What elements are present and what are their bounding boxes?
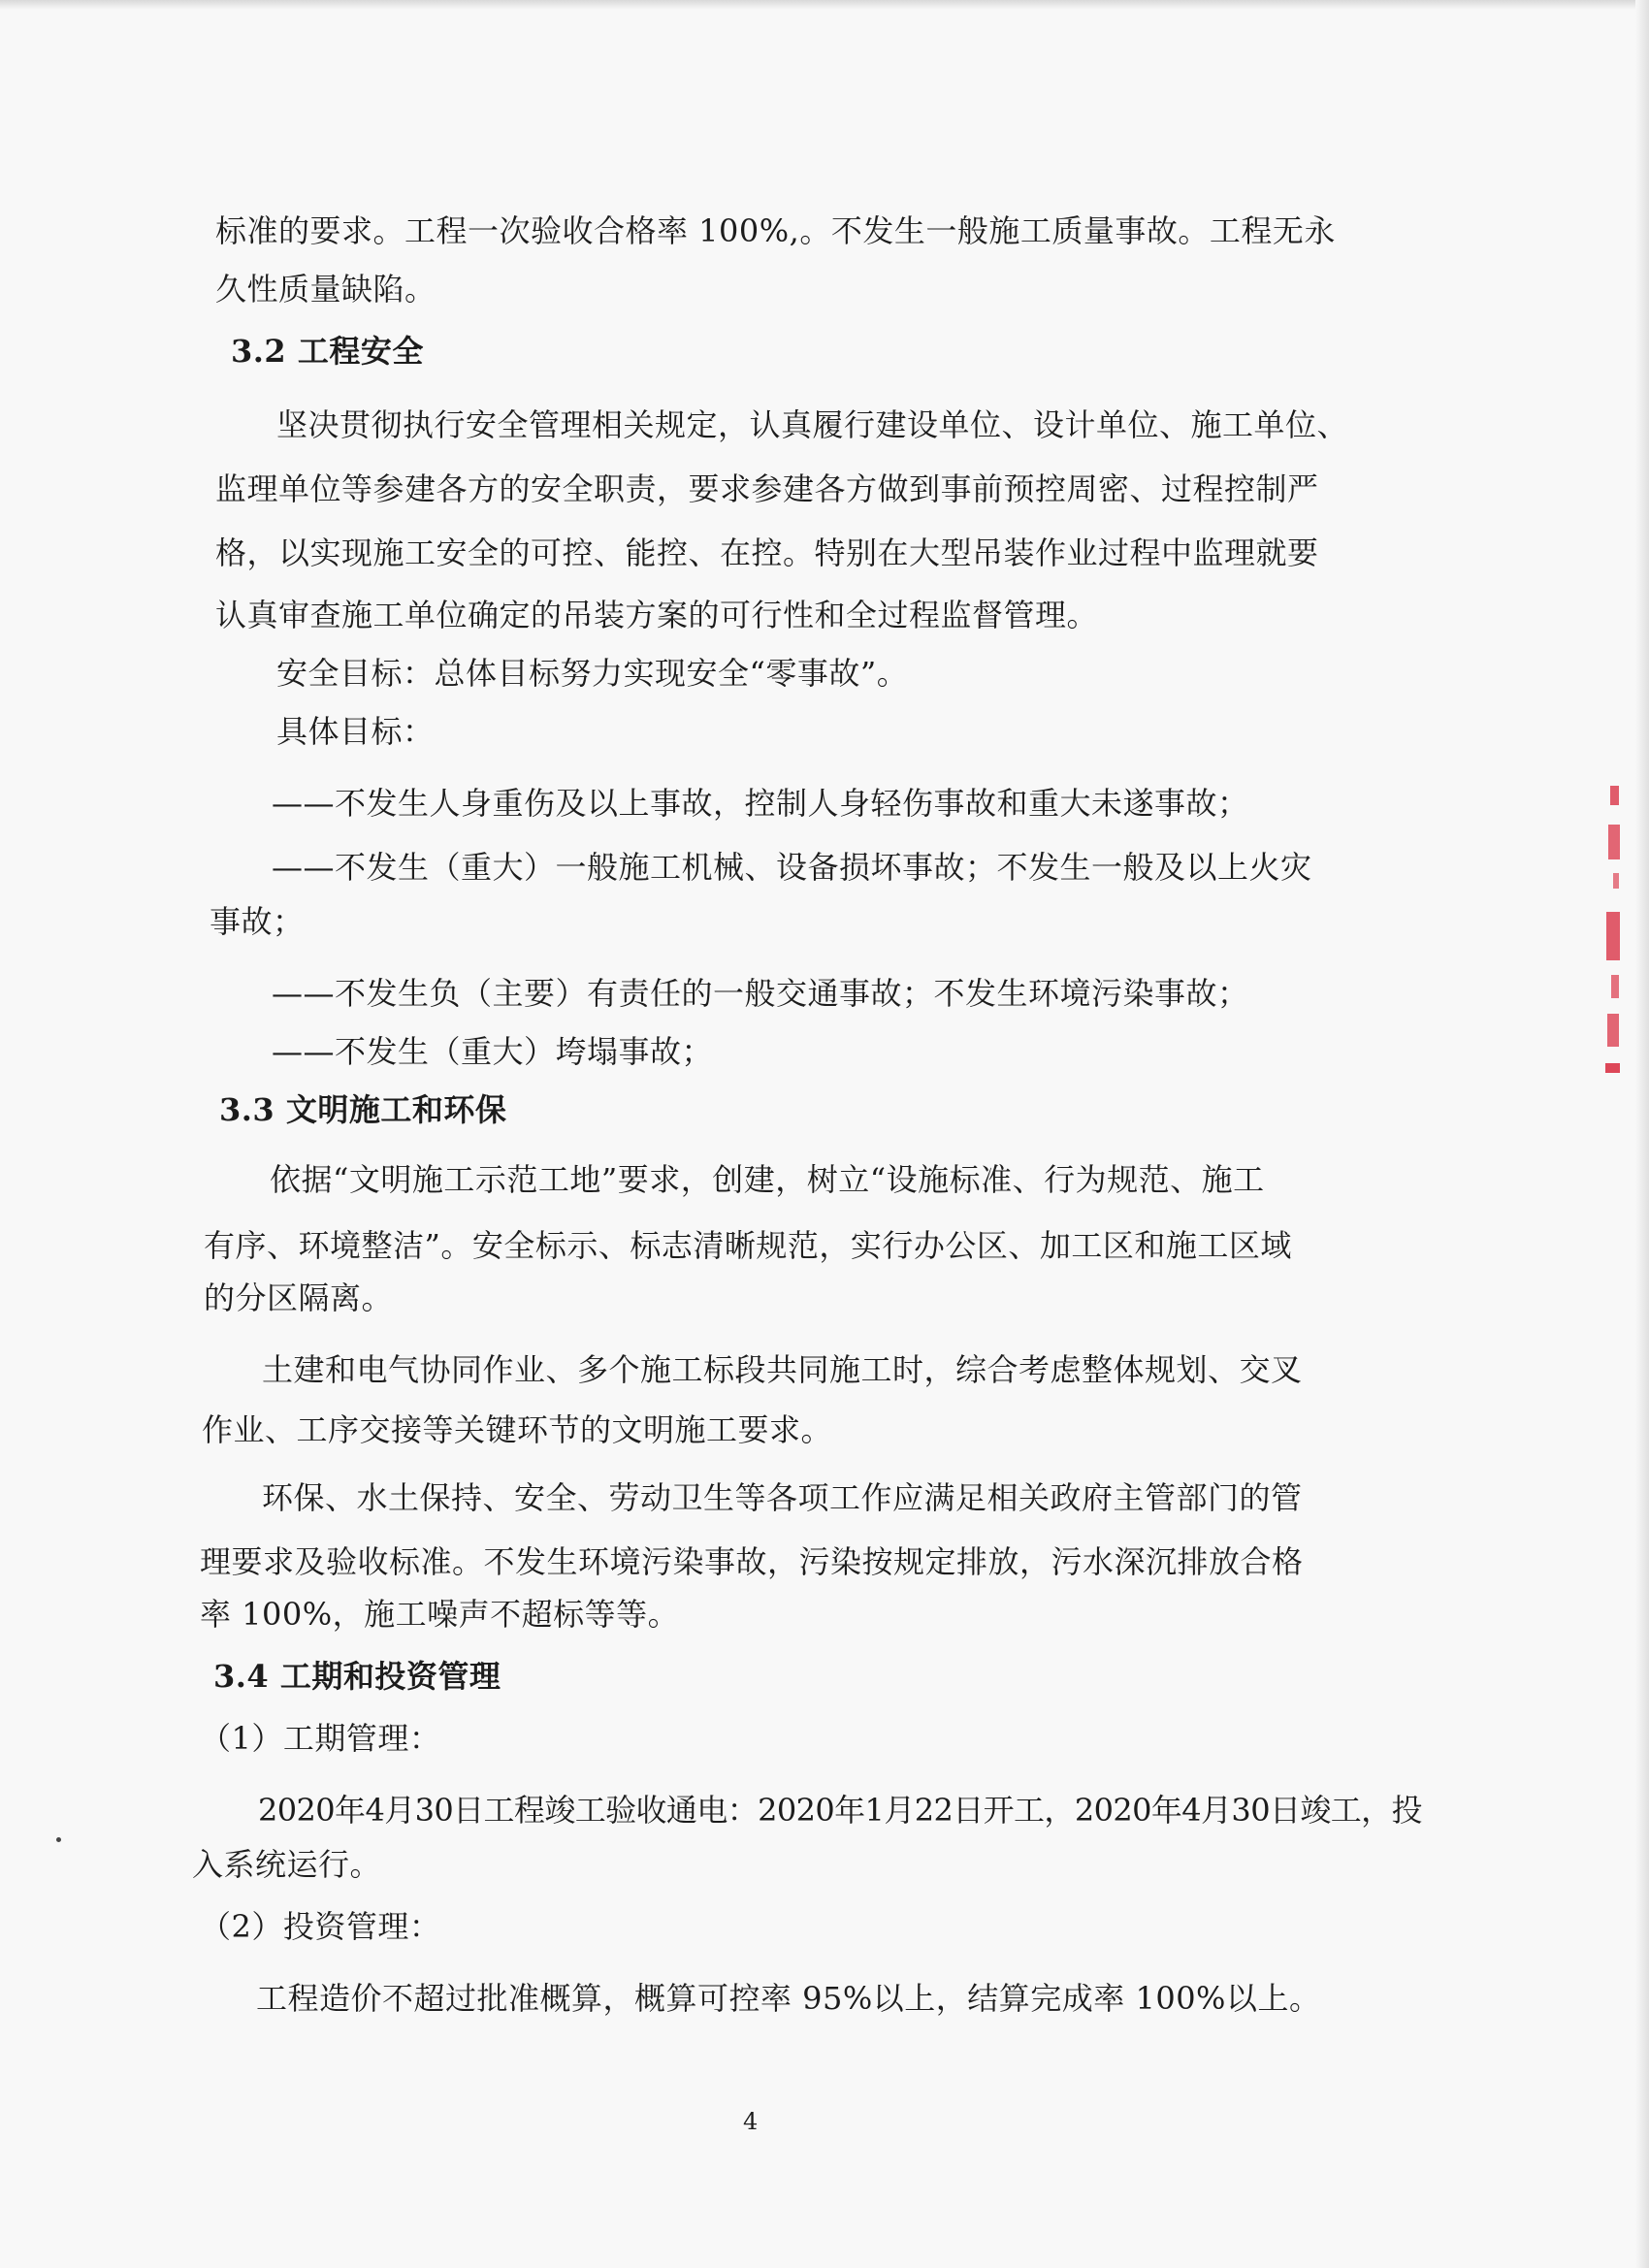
text-line: 安全目标：总体目标努力实现安全“零事故”。	[276, 655, 909, 692]
text-line: ——不发生（重大）垮塌事故；	[272, 1033, 714, 1070]
text-line: 具体目标：	[276, 713, 435, 750]
text-line: 环保、水土保持、安全、劳动卫生等各项工作应满足相关政府主管部门的管	[262, 1479, 1303, 1516]
page-number: 4	[743, 2108, 759, 2135]
text-line: 作业、工序交接等关键环节的文明施工要求。	[202, 1411, 833, 1448]
text-line: （2）投资管理：	[200, 1908, 441, 1945]
scan-edge-top	[0, 0, 1649, 10]
text-line: 率 100%，施工噪声不超标等等。	[200, 1596, 680, 1633]
text-line: 工程造价不超过批准概算，概算可控率 95%以上，结算完成率 100%以上。	[256, 1980, 1321, 2017]
text-line: 2020年4月30日工程竣工验收通电：2020年1月22日开工，2020年4月30日竣工，投	[258, 1792, 1422, 1829]
section-heading-3-4: 3.4 工期和投资管理	[213, 1658, 501, 1695]
text-line: （1）工期管理：	[200, 1720, 441, 1757]
text-line: 坚决贯彻执行安全管理相关规定，认真履行建设单位、设计单位、施工单位、	[276, 406, 1349, 443]
text-line: ——不发生负（主要）有责任的一般交通事故；不发生环境污染事故；	[272, 975, 1249, 1012]
section-heading-3-3: 3.3 文明施工和环保	[219, 1091, 507, 1128]
text-line: 依据“文明施工示范工地”要求，创建，树立“设施标准、行为规范、施工	[270, 1161, 1265, 1198]
text-line: 入系统运行。	[192, 1846, 382, 1883]
text-line: 有序、环境整洁”。安全标示、标志清晰规范，实行办公区、加工区和施工区域	[204, 1227, 1292, 1264]
section-heading-3-2: 3.2 工程安全	[231, 333, 424, 370]
scan-edge-right	[1635, 0, 1649, 2268]
text-line: 标准的要求。工程一次验收合格率 100%,。不发生一般施工质量事故。工程无永	[215, 212, 1336, 249]
text-line: 事故；	[210, 903, 305, 940]
text-line: 格，以实现施工安全的可控、能控、在控。特别在大型吊装作业过程中监理就要	[215, 535, 1319, 571]
text-line: ——不发生人身重伤及以上事故，控制人身轻伤事故和重大未遂事故；	[272, 785, 1249, 822]
text-line: 监理单位等参建各方的安全职责，要求参建各方做到事前预控周密、过程控制严	[215, 470, 1319, 507]
text-line: 久性质量缺陷。	[215, 271, 436, 308]
text-line: 土建和电气协同作业、多个施工标段共同施工时，综合考虑整体规划、交叉	[262, 1351, 1303, 1388]
scan-speck	[56, 1837, 61, 1842]
text-line: 的分区隔离。	[204, 1280, 394, 1316]
text-line: 认真审查施工单位确定的吊装方案的可行性和全过程监督管理。	[215, 597, 1099, 633]
text-line: 理要求及验收标准。不发生环境污染事故，污染按规定排放，污水深沉排放合格	[200, 1543, 1304, 1580]
text-line: ——不发生（重大）一般施工机械、设备损坏事故；不发生一般及以上火灾	[272, 849, 1312, 886]
seal-fragment	[1602, 776, 1622, 1086]
